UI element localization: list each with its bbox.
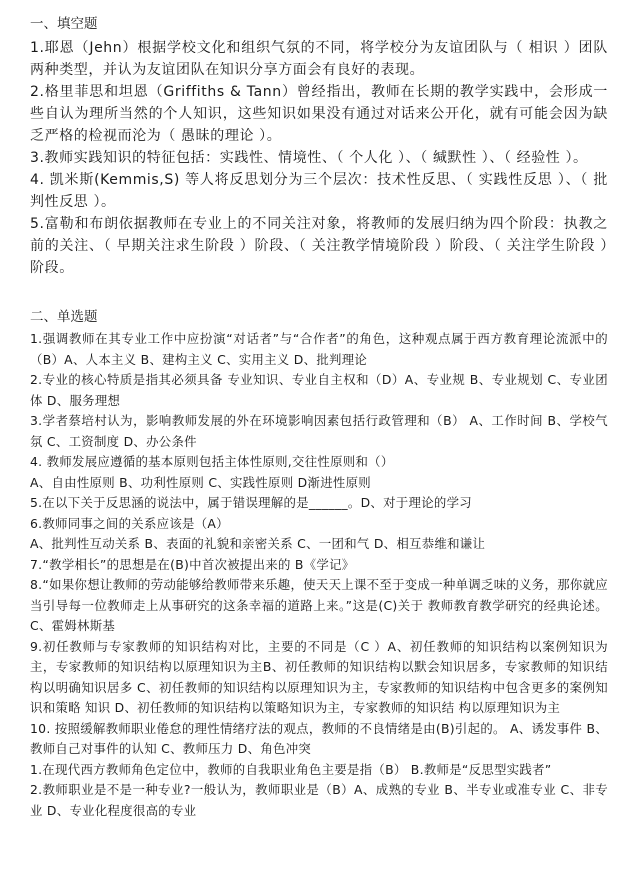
question-options: A、自由性原则 B、功利性原则 C、实践性原则 D渐进性原则 xyxy=(30,474,371,490)
question-item: 7.“教学相长”的思想是在(B)中首次被提出来的 B《学记》 xyxy=(30,556,355,572)
question-item: 1.在现代西方教师角色定位中，教师的自我职业角色主要是指（B） B.教师是“反思型实践者” xyxy=(30,761,552,777)
question-options: A、批判性互动关系 B、表面的礼貌和亲密关系 C、一团和气 D、相互恭维和谦让 xyxy=(30,536,486,551)
question-item: 6.教师同事之间的关系应该是（A） xyxy=(30,515,229,531)
question-item: 3.教师实践知识的特征包括：实践性、情境性、（ 个人化 ）、（ 缄默性 ）、（ 经验性 ）。 xyxy=(30,150,588,166)
question-item: 2.格里菲思和坦恩（Griffiths & Tann）曾经指出，教师在长期的教学实践中，会形成一些自认为理所当然的个人知识，这些知识如果没有通过对话来公开化，就有可能会因为缺乏严格的检视而沦为（ 愚昧的理论 ）。 xyxy=(30,84,608,144)
question-item: 2.专业的核心特质是指其必须具备 专业知识、专业自主权和（D）A、专业规 B、专业规划 C、专业团体 D、服务理想 xyxy=(30,372,608,408)
question-item: 8.“如果你想让教师的劳动能够给教师带来乐趣，使天天上课不至于变成一种单调乏味的义务，那你就应当引导每一位教师走上从事研究的这条幸福的道路上来。”这是(C)关于 教师教育教学研究的经典论述。 C、霍姆林斯基 xyxy=(30,577,608,633)
question-item: 1.耶恩（Jehn）根据学校文化和组织气氛的不同，将学校分为友谊团队与（ 相识 ）团队两种类型，并认为友谊团队在知识分享方面会有良好的表现。 xyxy=(30,40,608,78)
section-heading-fill-in-blank: 一、填空题 xyxy=(30,16,98,32)
question-item: 4. 凯米斯(Kemmis,S) 等人将反思划分为三个层次：技术性反思、（ 实践性反思 ）、（ 批判性反思 ）。 xyxy=(30,172,608,210)
single-choice-section xyxy=(30,307,608,821)
fill-in-blank-section xyxy=(30,14,608,279)
question-item: 10. 按照缓解教师职业倦怠的理性情绪疗法的观点，教师的不良情绪是由(B)引起的。 A、诱发事件 B、教师自己对事件的认知 C、教师压力 D、角色冲突 xyxy=(30,720,608,756)
section-spacer xyxy=(30,279,608,307)
question-item: 5.富勒和布朗依据教师在专业上的不同关注对象，将教师的发展归纳为四个阶段：执教之前的关注、（ 早期关注求生阶段 ）阶段、（ 关注教学情境阶段 ）阶段、（ 关注学生阶段 ）阶段。 xyxy=(30,216,608,276)
question-item: 1.强调教师在其专业工作中应扮演“对话者”与“合作者”的角色，这种观点属于西方教育理论流派中的（B）A、人本主义 B、建构主义 C、实用主义 D、批判理论 xyxy=(30,331,608,367)
question-item: 4. 教师发展应遵循的基本原则包括主体性原则,交往性原则和（） xyxy=(30,454,394,469)
section-heading-single-choice: 二、单选题 xyxy=(30,309,98,325)
question-item: 5.在以下关于反思涵的说法中，属于错误理解的是______。D、对于理论的学习 xyxy=(30,495,472,510)
question-item: 9.初任教师与专家教师的知识结构对比，主要的不同是（C ）A、初任教师的知识结构以案例知识为主，专家教师的知识结构以原理知识为主B、初任教师的知识结构以默会知识居多，专家教师的知识结构以明确知识居多 C、初任教师的知识结构以原理知识为主，专家教师的知识结构中包含更多的案例知识和策略 知识 D、初任教师的知识结构以策略知识为主，专家教师的知识结 构以原理知识为主 xyxy=(30,638,608,715)
question-item: 3.学者蔡培村认为，影响教师发展的外在环境影响因素包括行政管理和（B） A、工作时间 B、学校气氛 C、工资制度 D、办公条件 xyxy=(30,413,608,449)
question-item: 2.教师职业是不是一种专业?一般认为，教师职业是（B）A、成熟的专业 B、半专业或准专业 C、非专业 D、专业化程度很高的专业 xyxy=(30,782,608,818)
